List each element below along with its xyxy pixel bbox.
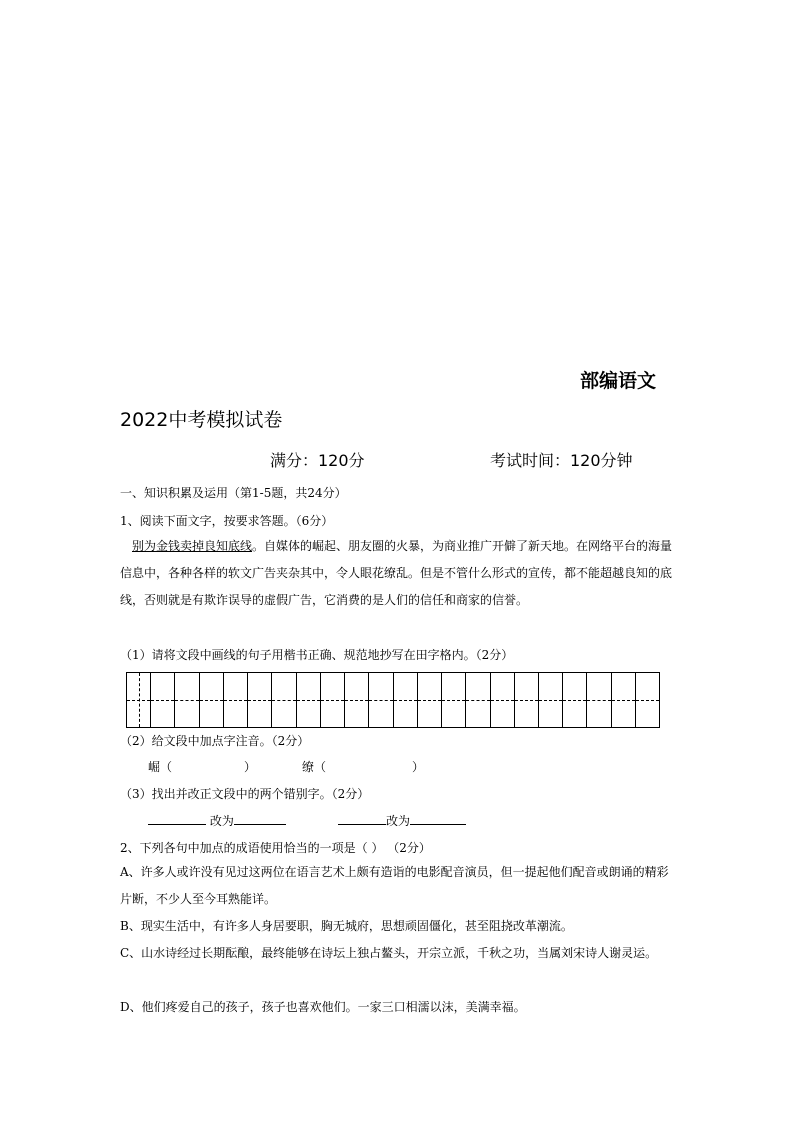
grid-cell[interactable] <box>636 673 659 727</box>
grid-cell[interactable] <box>345 673 369 727</box>
grid-cell[interactable] <box>394 673 418 727</box>
pinyin-close-2: ） <box>412 760 425 774</box>
fix-label-2: 改为 <box>386 814 411 828</box>
grid-cell[interactable] <box>321 673 345 727</box>
pinyin-blank-1[interactable] <box>148 758 256 775</box>
pinyin-blank-2[interactable] <box>302 758 424 775</box>
grid-cell[interactable] <box>175 673 199 727</box>
grid-cell[interactable] <box>127 673 151 727</box>
option-c[interactable]: C、山水诗经过长期酝酿，最终能够在诗坛上独占鳌头，开宗立派，千秋之功，当属刘宋诗人谢灵运。 <box>120 946 658 960</box>
grid-cell[interactable] <box>587 673 611 727</box>
grid-cell[interactable] <box>248 673 272 727</box>
grid-cell[interactable] <box>612 673 636 727</box>
grid-cell[interactable] <box>418 673 442 727</box>
question-1-sub-1: （1）请将文段中画线的句子用楷书正确、规范地抄写在田字格内。（2分） <box>120 648 514 662</box>
question-1-sub-3: （3）找出并改正文段中的两个错别字。（2分） <box>120 787 370 801</box>
pinyin-char-1: 崛（ <box>148 760 173 774</box>
question-2-stem: 2、下列各句中加点的成语使用恰当的一项是（ ） （2分） <box>120 841 431 855</box>
pinyin-char-2: 缭（ <box>302 760 327 774</box>
pinyin-close-1: ） <box>244 760 257 774</box>
fix-label-1: 改为 <box>209 814 234 828</box>
option-a[interactable]: A、许多人或许没有见过这两位在语言艺术上颇有造诣的电影配音演员，但一提起他们配音或朗诵的精彩片断，不少人至今耳熟能详。 <box>120 865 669 906</box>
option-d[interactable]: D、他们疼爱自己的孩子，孩子也喜欢他们。一家三口相濡以沫，美满幸福。 <box>120 1000 526 1014</box>
grid-cell[interactable] <box>224 673 248 727</box>
question-1-sub-2: （2）给文段中加点字注音。（2分） <box>120 734 310 748</box>
grid-cell[interactable] <box>369 673 393 727</box>
grid-cell[interactable] <box>539 673 563 727</box>
grid-cell[interactable] <box>297 673 321 727</box>
grid-cell[interactable] <box>272 673 296 727</box>
option-b[interactable]: B、现实生活中，有许多人身居要职，胸无城府，思想顽固僵化，甚至阻挠改革潮流。 <box>120 919 573 933</box>
grid-cell[interactable] <box>515 673 539 727</box>
grid-cell[interactable] <box>200 673 224 727</box>
question-1-passage <box>120 533 676 614</box>
underlined-sentence: 别为金钱卖掉良知底线 <box>132 539 253 553</box>
subject-title: 部编语文 <box>580 370 657 392</box>
correction-1[interactable] <box>148 812 286 829</box>
grid-cell[interactable] <box>151 673 175 727</box>
grid-cell[interactable] <box>491 673 515 727</box>
grid-cell[interactable] <box>466 673 490 727</box>
exam-time: 考试时间：120分钟 <box>490 451 633 470</box>
section-heading: 一、知识积累及运用（第1-5题，共24分） <box>120 486 347 500</box>
correction-2[interactable] <box>338 812 466 829</box>
tianzi-grid[interactable] <box>126 672 660 728</box>
passage-text: 。自媒体的崛起、朋友圈的火暴，为商业推广开僻了新天地。在网络平台的海量信息中，各种各样的软文广告夹杂其中，令人眼花缭乱。但是不管什么形式的宣传，都不能超越良知的底线，否则就是有欺诈误导的虚假广告，它消费的是人们的信任和商家的信誉。 <box>120 539 673 607</box>
exam-title: 2022中考模拟试卷 <box>120 409 283 431</box>
grid-cell[interactable] <box>563 673 587 727</box>
question-1-stem: 1、阅读下面文字，按要求答题。（6分） <box>120 514 334 528</box>
grid-cell[interactable] <box>442 673 466 727</box>
total-score: 满分：120分 <box>270 451 365 470</box>
